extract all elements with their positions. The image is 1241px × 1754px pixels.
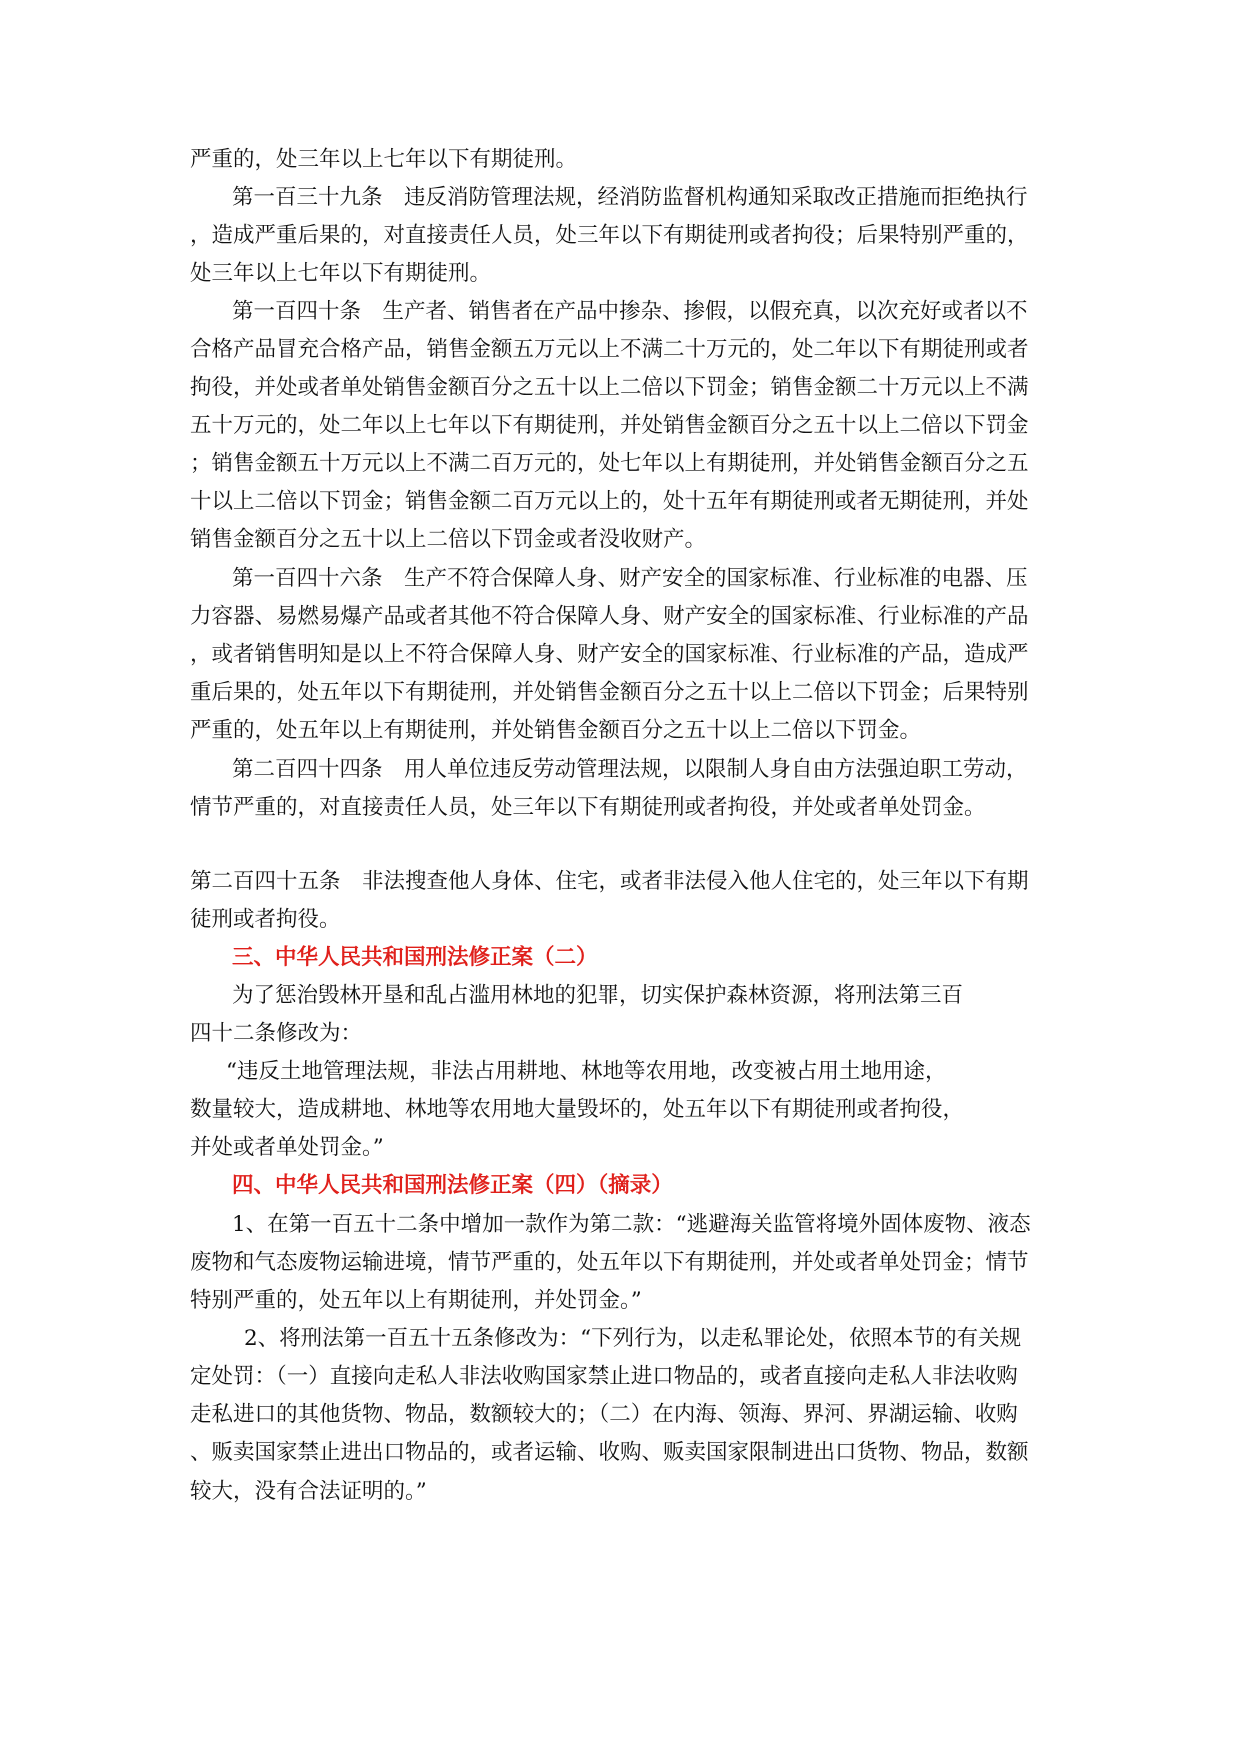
section-heading: 四、中华人民共和国刑法修正案（四）（摘录）: [232, 1173, 673, 1198]
text-line: 严重的，处三年以上七年以下有期徒刑。: [190, 147, 578, 172]
text-line: 力容器、易燃易爆产品或者其他不符合保障人身、财产安全的国家标准、行业标准的产品: [190, 604, 1029, 629]
text-line: 第一百四十条 生产者、销售者在产品中掺杂、掺假，以假充真，以次充好或者以不: [232, 299, 1028, 324]
text-line: 2、将刑法第一百五十五条修改为：“下列行为，以走私罪论处，依照本节的有关规: [244, 1326, 1022, 1351]
text-line: ，造成严重后果的，对直接责任人员，处三年以下有期徒刑或者拘役；后果特别严重的，: [190, 223, 1029, 248]
text-line: 第一百四十六条 生产不符合保障人身、财产安全的国家标准、行业标准的电器、压: [232, 566, 1028, 591]
text-line: 为了惩治毁林开垦和乱占滥用林地的犯罪，切实保护森林资源，将刑法第三百: [232, 983, 964, 1008]
text-line: ；销售金额五十万元以上不满二百万元的，处七年以上有期徒刑，并处销售金额百分之五: [190, 451, 1029, 476]
text-line: 四十二条修改为：: [190, 1021, 363, 1046]
text-line: 徒刑或者拘役。: [190, 907, 341, 932]
text-line: 走私进口的其他货物、物品，数额较大的；（二）在内海、领海、界河、界湖运输、收购: [190, 1402, 1018, 1427]
text-line: 严重的，处五年以上有期徒刑，并处销售金额百分之五十以上二倍以下罚金。: [190, 718, 922, 743]
text-line: 销售金额百分之五十以上二倍以下罚金或者没收财产。: [190, 527, 707, 552]
text-line: 合格产品冒充合格产品，销售金额五万元以上不满二十万元的，处二年以下有期徒刑或者: [190, 337, 1029, 362]
text-line: 重后果的，处五年以下有期徒刑，并处销售金额百分之五十以上二倍以下罚金；后果特别: [190, 680, 1029, 705]
text-line: 较大，没有合法证明的。”: [190, 1479, 427, 1504]
text-line: 1、在第一百五十二条中增加一款作为第二款：“逃避海关监管将境外固体废物、液态: [232, 1212, 1031, 1237]
text-line: 、贩卖国家禁止进出口物品的，或者运输、收购、贩卖国家限制进出口货物、物品，数额: [190, 1440, 1029, 1465]
text-line: 拘役，并处或者单处销售金额百分之五十以上二倍以下罚金；销售金额二十万元以上不满: [190, 375, 1029, 400]
text-line: 第二百四十四条 用人单位违反劳动管理法规，以限制人身自由方法强迫职工劳动，: [232, 757, 1028, 782]
text-line: 并处或者单处罚金。”: [190, 1135, 384, 1160]
text-line: “违反土地管理法规，非法占用耕地、林地等农用地，改变被占用土地用途，: [226, 1059, 947, 1084]
text-line: 第二百四十五条 非法搜查他人身体、住宅，或者非法侵入他人住宅的，处三年以下有期: [190, 869, 1029, 894]
text-line: 情节严重的，对直接责任人员，处三年以下有期徒刑或者拘役，并处或者单处罚金。: [190, 795, 986, 820]
text-line: 定处罚：（一）直接向走私人非法收购国家禁止进口物品的，或者直接向走私人非法收购: [190, 1364, 1018, 1389]
text-line: 特别严重的，处五年以上有期徒刑，并处罚金。”: [190, 1288, 642, 1313]
text-line: ，或者销售明知是以上不符合保障人身、财产安全的国家标准、行业标准的产品，造成严: [190, 642, 1029, 667]
text-line: 废物和气态废物运输进境，情节严重的，处五年以下有期徒刑，并处或者单处罚金；情节: [190, 1250, 1029, 1275]
text-line: 第一百三十九条 违反消防管理法规，经消防监督机构通知采取改正措施而拒绝执行: [232, 185, 1028, 210]
text-line: 十以上二倍以下罚金；销售金额二百万元以上的，处十五年有期徒刑或者无期徒刑，并处: [190, 489, 1029, 514]
section-heading: 三、中华人民共和国刑法修正案（二）: [232, 945, 598, 970]
text-line: 处三年以上七年以下有期徒刑。: [190, 261, 492, 286]
text-line: 五十万元的，处二年以上七年以下有期徒刑，并处销售金额百分之五十以上二倍以下罚金: [190, 413, 1029, 438]
text-line: 数量较大，造成耕地、林地等农用地大量毁坏的，处五年以下有期徒刑或者拘役，: [190, 1097, 965, 1122]
